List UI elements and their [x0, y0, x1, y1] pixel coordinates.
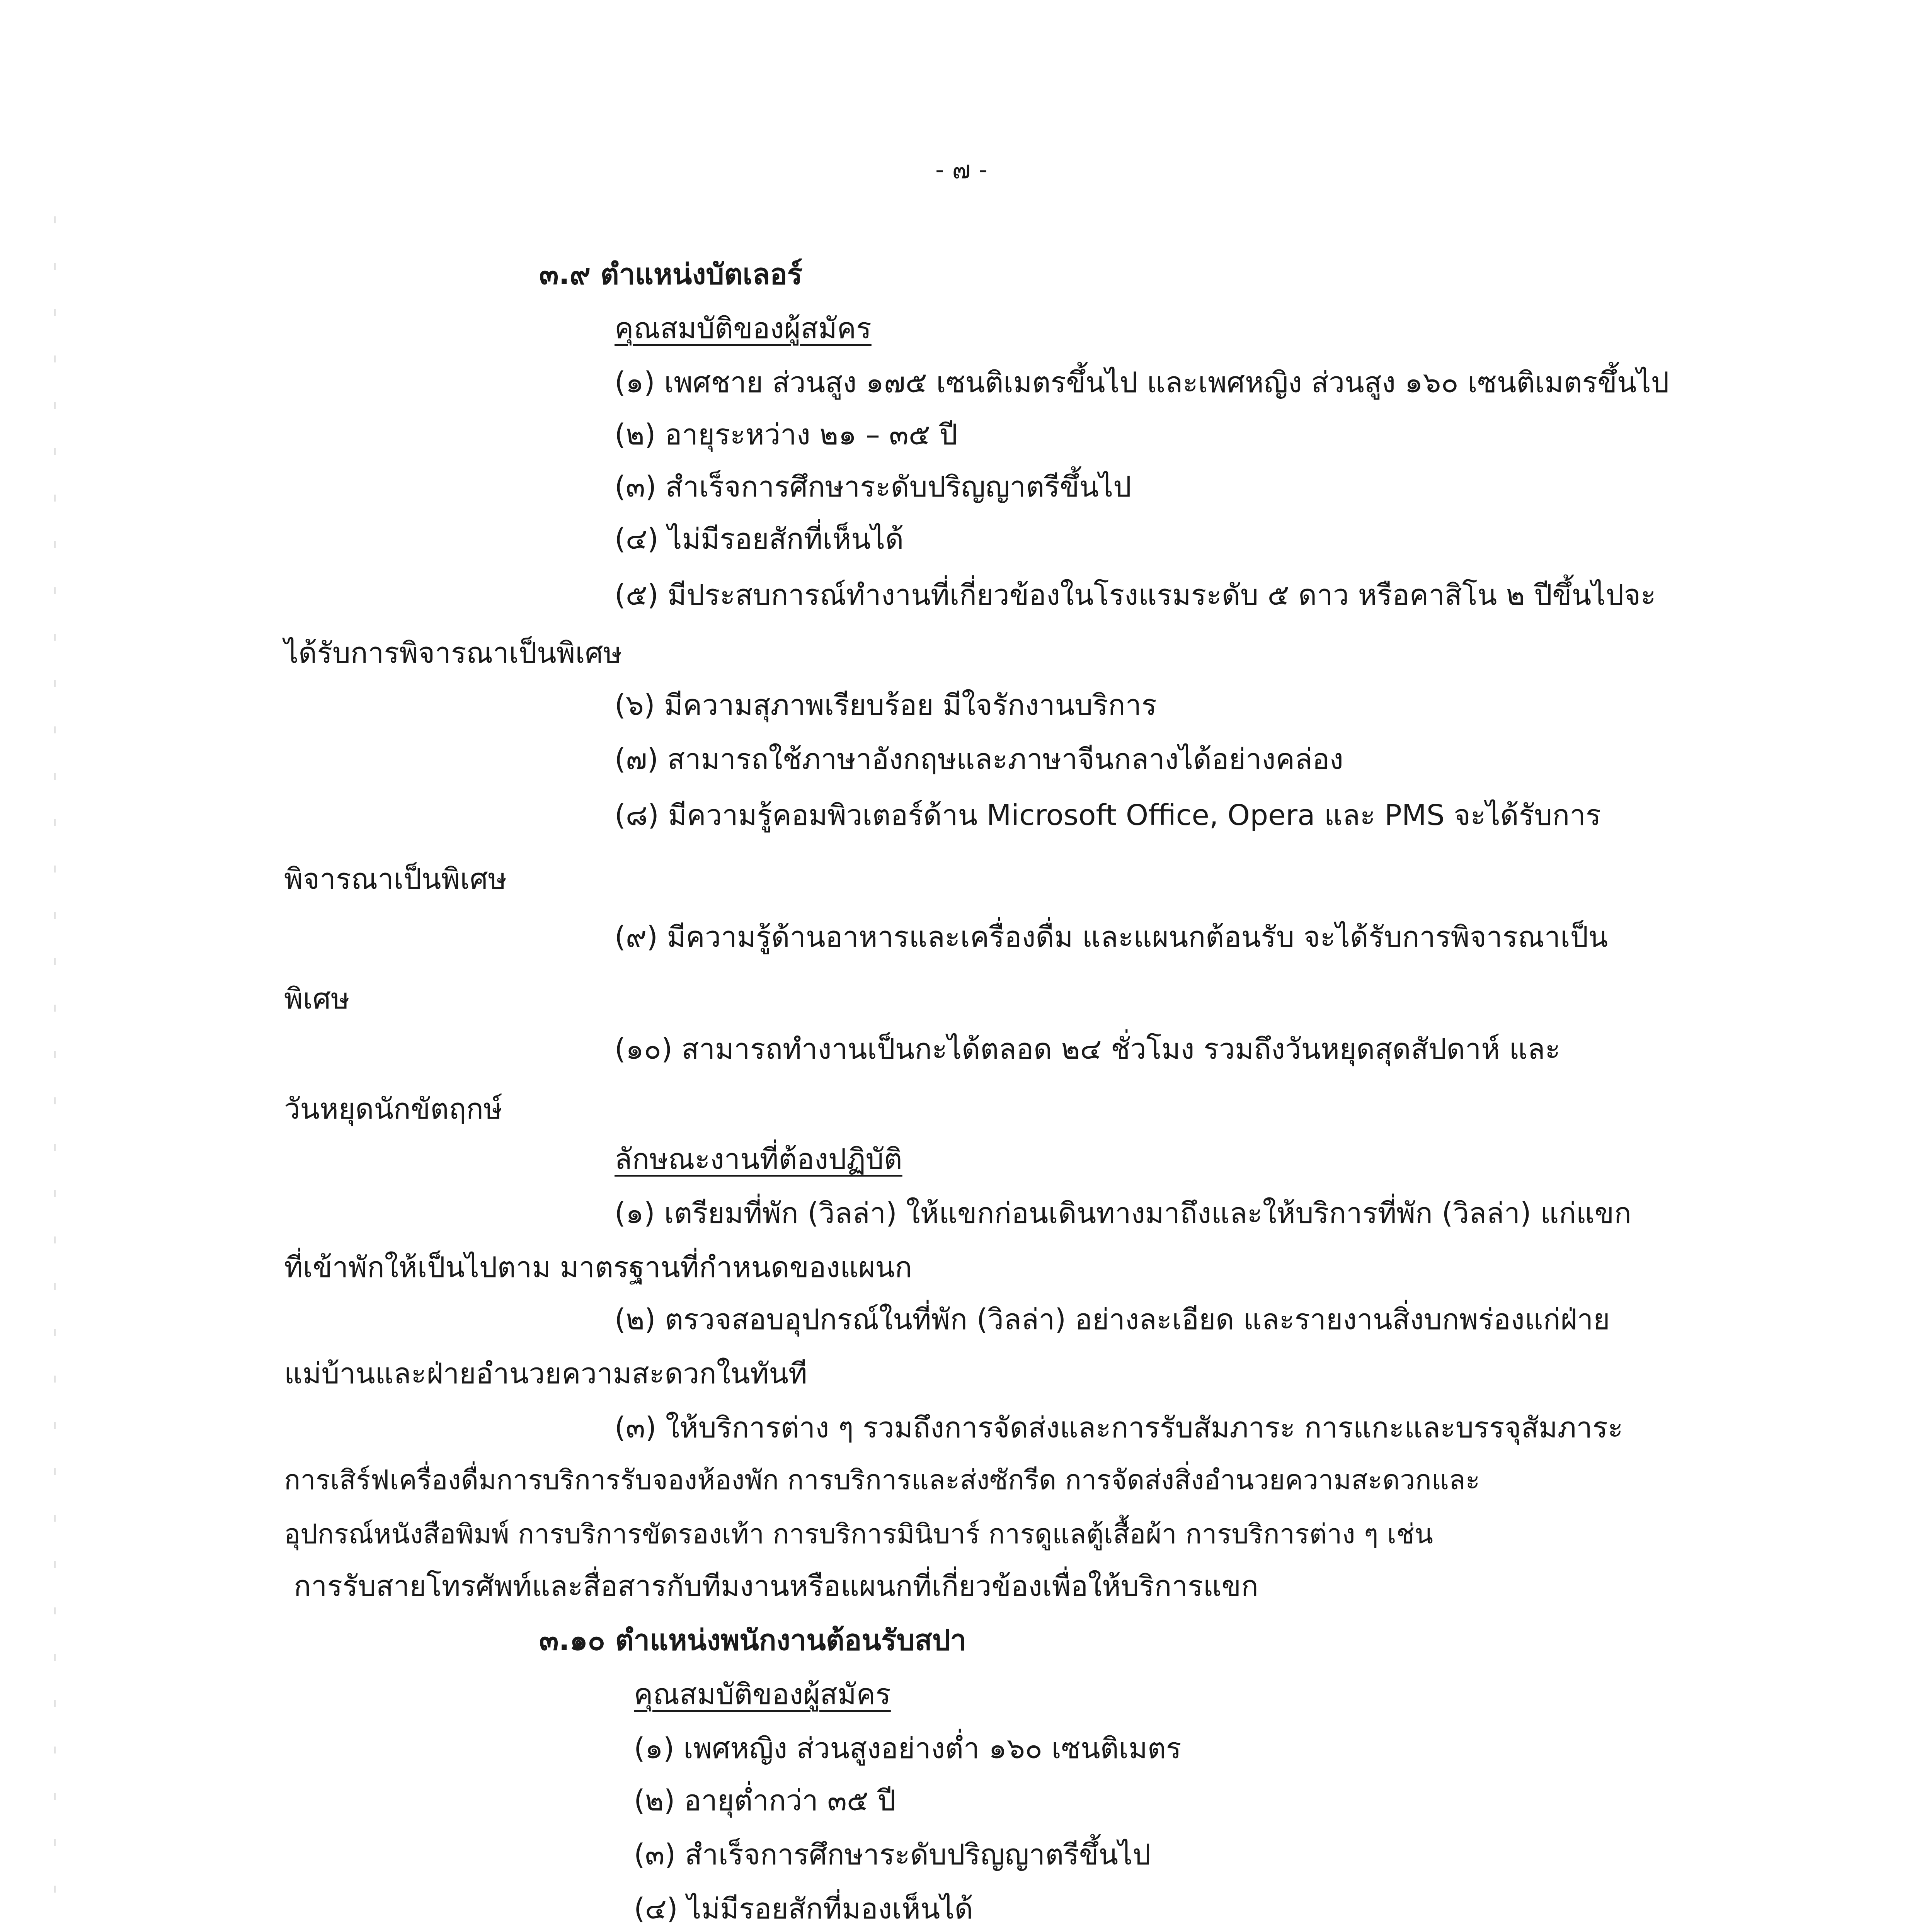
duty-item-continuation: อุปกรณ์หนังสือพิมพ์ การบริการขัดรองเท้า การบริการมินิบาร์ การดูแลตู้เสื้อผ้า การบริการต่าง ๆ เช่น [284, 1518, 1433, 1550]
qualification-item-continuation: วันหยุดนักขัตฤกษ์ [284, 1092, 502, 1126]
qualification-item: (๘) มีความรู้คอมพิวเตอร์ด้าน Microsoft Office, Opera และ PMS จะได้รับการ [615, 799, 1601, 832]
duty-item-continuation: แม่บ้านและฝ่ายอำนวยความสะดวกในทันที [284, 1357, 807, 1390]
page-number: - ๗ - [935, 156, 987, 184]
qualification-item: (๑๐) สามารถทำงานเป็นกะได้ตลอด ๒๔ ชั่วโมง รวมถึงวันหยุดสุดสัปดาห์ และ [615, 1032, 1561, 1066]
qualification-item: (๒) อายุต่ำกว่า ๓๕ ปี [634, 1784, 896, 1817]
duties-heading: ลักษณะงานที่ต้องปฏิบัติ [615, 1143, 902, 1176]
duty-item-continuation: ที่เข้าพักให้เป็นไปตาม มาตรฐานที่กำหนดของแผนก [284, 1251, 912, 1284]
duty-item-continuation: การรับสายโทรศัพท์และสื่อสารกับทีมงานหรือแผนกที่เกี่ยวข้องเพื่อให้บริการแขก [294, 1570, 1258, 1603]
duty-item: (๒) ตรวจสอบอุปกรณ์ในที่พัก (วิลล่า) อย่างละเอียด และรายงานสิ่งบกพร่องแก่ฝ่าย [615, 1303, 1610, 1336]
duty-item: (๑) เตรียมที่พัก (วิลล่า) ให้แขกก่อนเดินทางมาถึงและให้บริการที่พัก (วิลล่า) แก่แขก [615, 1197, 1631, 1230]
qualification-item: (๕) มีประสบการณ์ทำงานที่เกี่ยวข้องในโรงแรมระดับ ๕ ดาว หรือคาสิโน ๒ ปีขึ้นไปจะ [615, 578, 1656, 612]
qualification-item: (๑) เพศชาย ส่วนสูง ๑๗๕ เซนติเมตรขึ้นไป และเพศหญิง ส่วนสูง ๑๖๐ เซนติเมตรขึ้นไป [615, 366, 1669, 399]
section-heading-butler: ๓.๙ ตำแหน่งบัตเลอร์ [539, 258, 803, 291]
scan-margin-artifact [54, 216, 56, 1932]
qualification-item: (๔) ไม่มีรอยสักที่มองเห็นได้ [634, 1892, 973, 1925]
duty-item: (๓) ให้บริการต่าง ๆ รวมถึงการจัดส่งและการรับสัมภาระ การแกะและบรรจุสัมภาระ [615, 1411, 1623, 1444]
duty-item-continuation: การเสิร์ฟเครื่องดื่มการบริการรับจองห้องพัก การบริการและส่งซักรีด การจัดส่งสิ่งอำนวยความสะดวกและ [284, 1464, 1480, 1496]
qualification-item: (๗) สามารถใช้ภาษาอังกฤษและภาษาจีนกลางได้อย่างคล่อง [615, 743, 1343, 776]
qualification-item: (๑) เพศหญิง ส่วนสูงอย่างต่ำ ๑๖๐ เซนติเมตร [634, 1732, 1182, 1765]
section-heading-spa-receptionist: ๓.๑๐ ตำแหน่งพนักงานต้อนรับสปา [539, 1624, 967, 1657]
qualification-item: (๓) สำเร็จการศึกษาระดับปริญญาตรีขึ้นไป [634, 1838, 1151, 1871]
qualification-item: (๓) สำเร็จการศึกษาระดับปริญญาตรีขึ้นไป [615, 470, 1132, 503]
qualification-item-continuation: ได้รับการพิจารณาเป็นพิเศษ [284, 636, 622, 670]
qualifications-heading: คุณสมบัติของผู้สมัคร [634, 1678, 891, 1711]
qualification-item: (๙) มีความรู้ด้านอาหารและเครื่องดื่ม และแผนกต้อนรับ จะได้รับการพิจารณาเป็น [615, 920, 1608, 954]
qualification-item: (๖) มีความสุภาพเรียบร้อย มีใจรักงานบริการ [615, 689, 1157, 722]
qualification-item: (๒) อายุระหว่าง ๒๑ – ๓๕ ปี [615, 418, 958, 451]
qualification-item-continuation: พิเศษ [284, 982, 350, 1015]
qualification-item-continuation: พิจารณาเป็นพิเศษ [284, 862, 507, 896]
qualifications-heading: คุณสมบัติของผู้สมัคร [615, 312, 872, 345]
qualification-item: (๔) ไม่มีรอยสักที่เห็นได้ [615, 522, 904, 556]
